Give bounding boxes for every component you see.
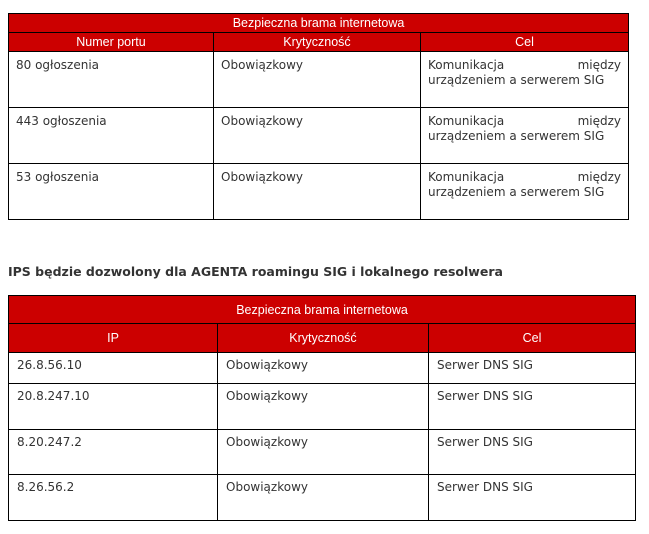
purpose-cell: Serwer DNS SIG bbox=[429, 475, 636, 521]
criticality-cell: Obowiązkowy bbox=[214, 52, 421, 108]
column-header-purpose: Cel bbox=[421, 33, 629, 52]
ip-cell: 26.8.56.10 bbox=[9, 353, 218, 384]
purpose-cell: Serwer DNS SIG bbox=[429, 430, 636, 475]
table-row bbox=[9, 52, 629, 108]
port-cell: 443 ogłoszenia bbox=[9, 108, 214, 164]
port-cell: 53 ogłoszenia bbox=[9, 164, 214, 220]
purpose-cell: Komunikacja między urządzeniem a serwerem SIG bbox=[421, 164, 629, 220]
criticality-cell: Obowiązkowy bbox=[218, 475, 429, 521]
column-header-ip: IP bbox=[9, 324, 218, 353]
ip-cell: 20.8.247.10 bbox=[9, 384, 218, 430]
table-title: Bezpieczna brama internetowa bbox=[9, 14, 629, 33]
criticality-cell: Obowiązkowy bbox=[218, 384, 429, 430]
table-row bbox=[9, 475, 636, 521]
table-row bbox=[9, 430, 636, 475]
criticality-cell: Obowiązkowy bbox=[214, 108, 421, 164]
table-row bbox=[9, 164, 629, 220]
ip-cell: 8.26.56.2 bbox=[9, 475, 218, 521]
purpose-cell: Serwer DNS SIG bbox=[429, 353, 636, 384]
column-header-criticality: Krytyczność bbox=[214, 33, 421, 52]
table-title: Bezpieczna brama internetowa bbox=[9, 296, 636, 324]
column-header-purpose: Cel bbox=[429, 324, 636, 353]
table-row bbox=[9, 108, 629, 164]
table-row bbox=[9, 384, 636, 430]
table-row bbox=[9, 353, 636, 384]
port-cell: 80 ogłoszenia bbox=[9, 52, 214, 108]
port-table bbox=[8, 13, 629, 220]
criticality-cell: Obowiązkowy bbox=[218, 353, 429, 384]
purpose-cell: Komunikacja między urządzeniem a serwerem SIG bbox=[421, 108, 629, 164]
criticality-cell: Obowiązkowy bbox=[218, 430, 429, 475]
ip-table bbox=[8, 295, 636, 521]
column-header-port: Numer portu bbox=[9, 33, 214, 52]
purpose-cell: Serwer DNS SIG bbox=[429, 384, 636, 430]
criticality-cell: Obowiązkowy bbox=[214, 164, 421, 220]
purpose-cell: Komunikacja między urządzeniem a serwerem SIG bbox=[421, 52, 629, 108]
column-header-criticality: Krytyczność bbox=[218, 324, 429, 353]
ips-note: IPS będzie dozwolony dla AGENTA roamingu SIG i lokalnego resolwera bbox=[8, 264, 503, 279]
ip-cell: 8.20.247.2 bbox=[9, 430, 218, 475]
